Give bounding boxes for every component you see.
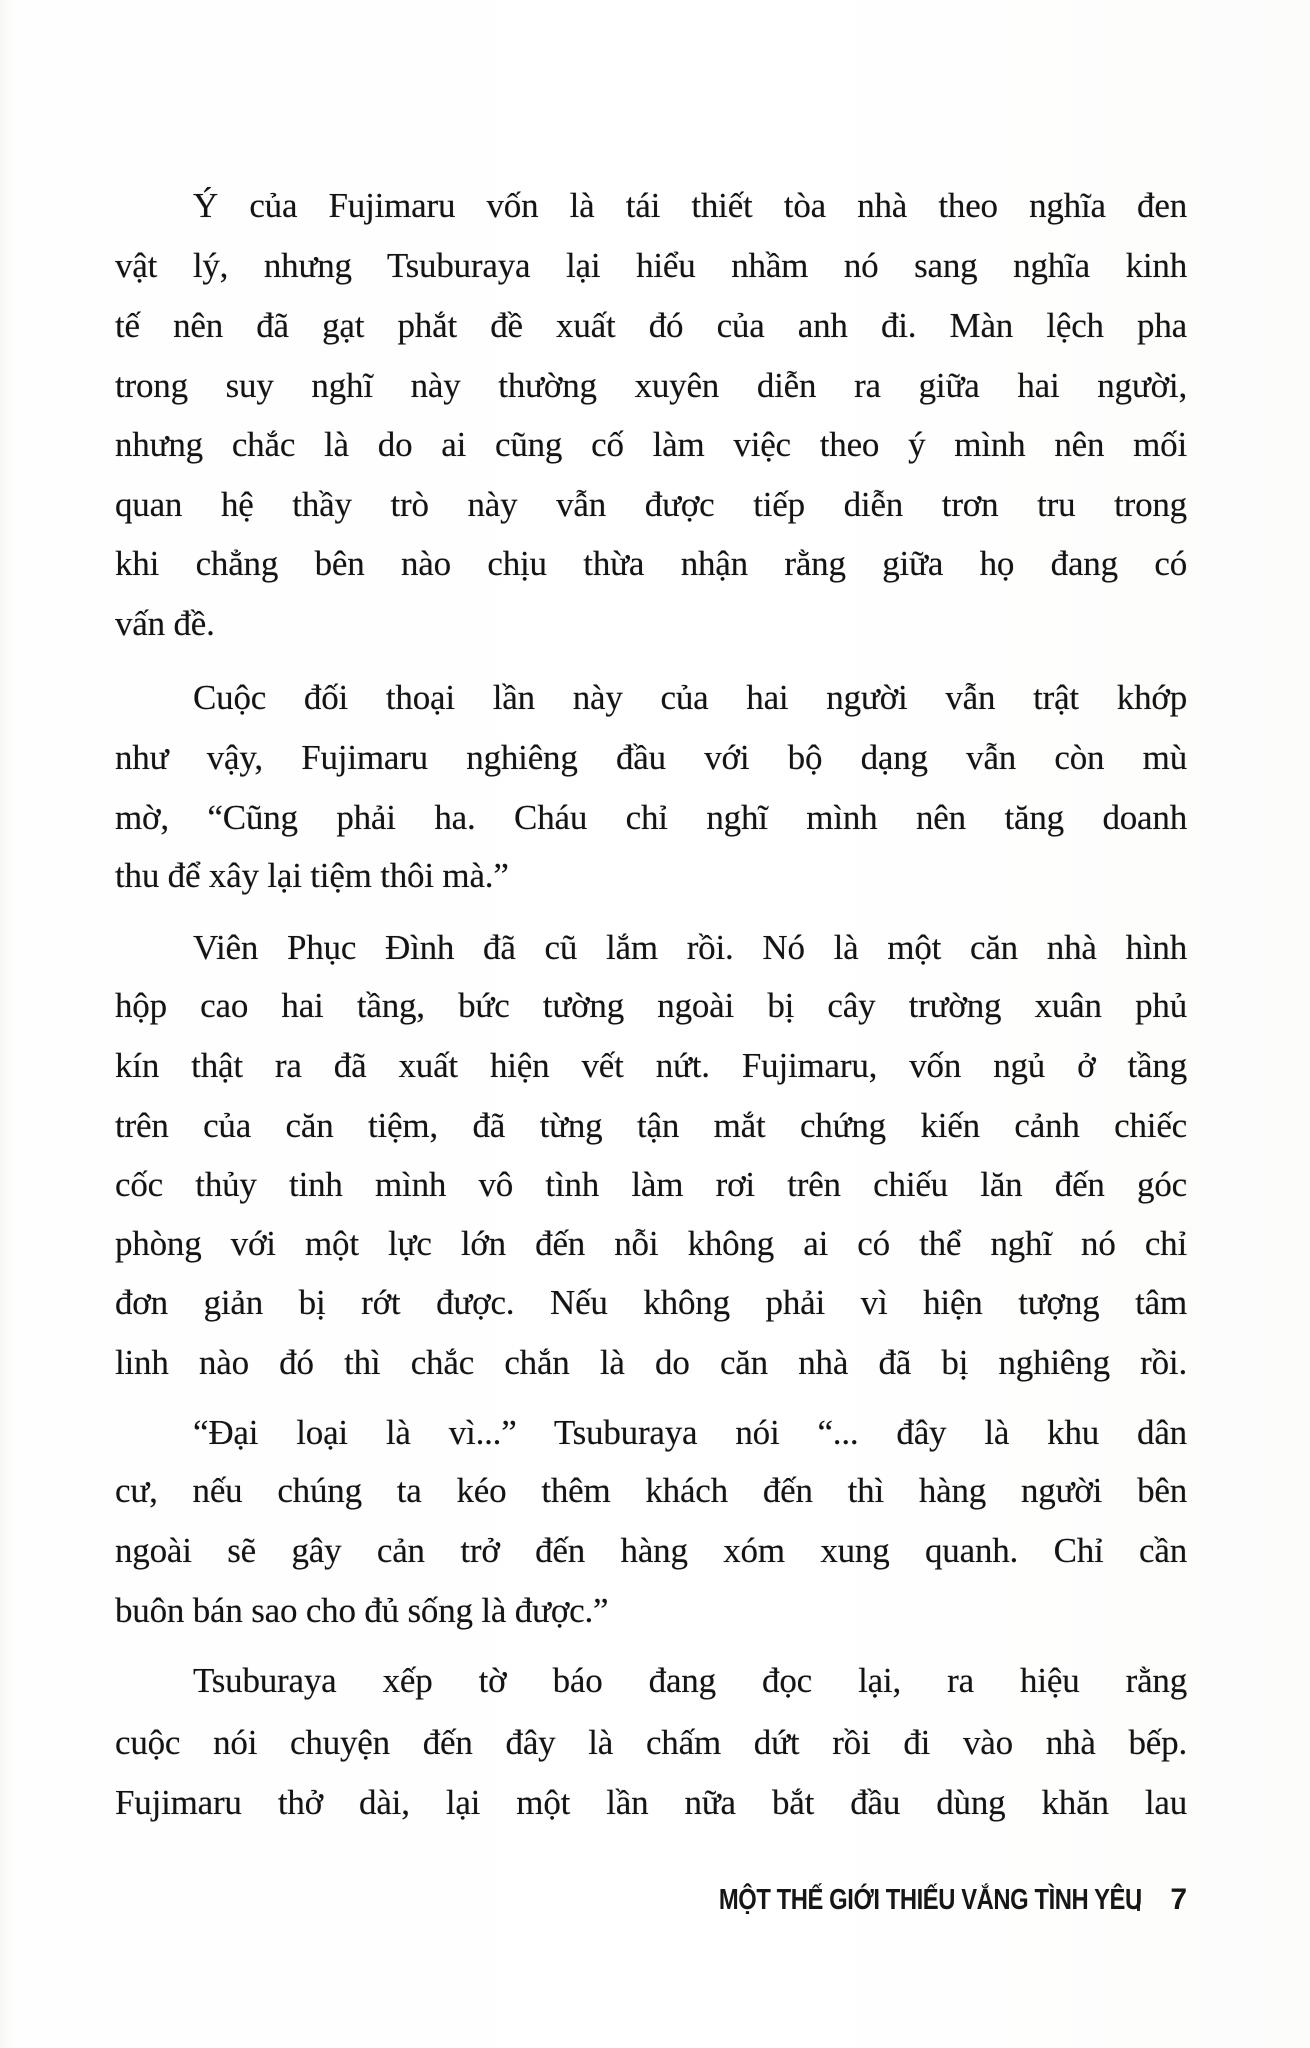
paragraph-line: trong suy nghĩ này thường xuyên diễn ra giữa hai người, [115, 366, 1187, 405]
paragraph-line: khi chẳng bên nào chịu thừa nhận rằng giữa họ đang có [115, 544, 1187, 583]
paragraph-line: cốc thủy tinh mình vô tình làm rơi trên chiếu lăn đến góc [115, 1165, 1187, 1204]
book-title: MỘT THẾ GIỚI THIẾU VẮNG TÌNH YÊU [718, 1883, 1142, 1916]
paragraph-line: hộp cao hai tầng, bức tường ngoài bị cây trường xuân phủ [115, 986, 1187, 1025]
paragraph-line: mờ, “Cũng phải ha. Cháu chỉ nghĩ mình nên tăng doanh [115, 798, 1187, 837]
paragraph-line: Fujimaru thở dài, lại một lần nữa bắt đầu dùng khăn lau [115, 1783, 1187, 1822]
paragraph-line: trên của căn tiệm, đã từng tận mắt chứng kiến cảnh chiếc [115, 1106, 1187, 1145]
paragraph-line: buôn bán sao cho đủ sống là được.” [115, 1591, 609, 1630]
paragraph-line: nhưng chắc là do ai cũng cố làm việc theo ý mình nên mối [115, 425, 1187, 464]
paragraph-line: kín thật ra đã xuất hiện vết nứt. Fujimaru, vốn ngủ ở tầng [115, 1046, 1187, 1085]
paragraph-line: Cuộc đối thoại lần này của hai người vẫn trật khớp [193, 678, 1187, 717]
page-number: 7 [1170, 1883, 1187, 1916]
paragraph-line: ngoài sẽ gây cản trở đến hàng xóm xung quanh. Chỉ cần [115, 1531, 1187, 1570]
paragraph-line: như vậy, Fujimaru nghiêng đầu với bộ dạng vẫn còn mù [115, 738, 1187, 777]
running-footer [0, 1880, 1187, 1920]
paragraph-line: vấn đề. [115, 604, 215, 643]
paragraph-line: Viên Phục Đình đã cũ lắm rồi. Nó là một căn nhà hình [193, 928, 1187, 967]
paragraph-line: Tsuburaya xếp tờ báo đang đọc lại, ra hiệu rằng [193, 1661, 1187, 1700]
paragraph-line: cuộc nói chuyện đến đây là chấm dứt rồi đi vào nhà bếp. [115, 1723, 1187, 1762]
paragraph-line: tế nên đã gạt phắt đề xuất đó của anh đi. Màn lệch pha [115, 306, 1187, 345]
paragraph-line: đơn giản bị rớt được. Nếu không phải vì hiện tượng tâm [115, 1283, 1187, 1322]
paragraph-line: vật lý, nhưng Tsuburaya lại hiểu nhầm nó sang nghĩa kinh [115, 246, 1187, 285]
paragraph-line: thu để xây lại tiệm thôi mà.” [115, 856, 509, 895]
paragraph-line: Ý của Fujimaru vốn là tái thiết tòa nhà theo nghĩa đen [193, 186, 1187, 225]
paragraph-line: phòng với một lực lớn đến nỗi không ai có thể nghĩ nó chỉ [115, 1224, 1187, 1263]
paragraph-line: cư, nếu chúng ta kéo thêm khách đến thì hàng người bên [115, 1471, 1187, 1510]
paragraph-line: quan hệ thầy trò này vẫn được tiếp diễn trơn tru trong [115, 485, 1187, 524]
paragraph-line: linh nào đó thì chắc chắn là do căn nhà đã bị nghiêng rồi. [115, 1343, 1187, 1382]
paragraph-line: “Đại loại là vì...” Tsuburaya nói “... đây là khu dân [193, 1413, 1187, 1452]
